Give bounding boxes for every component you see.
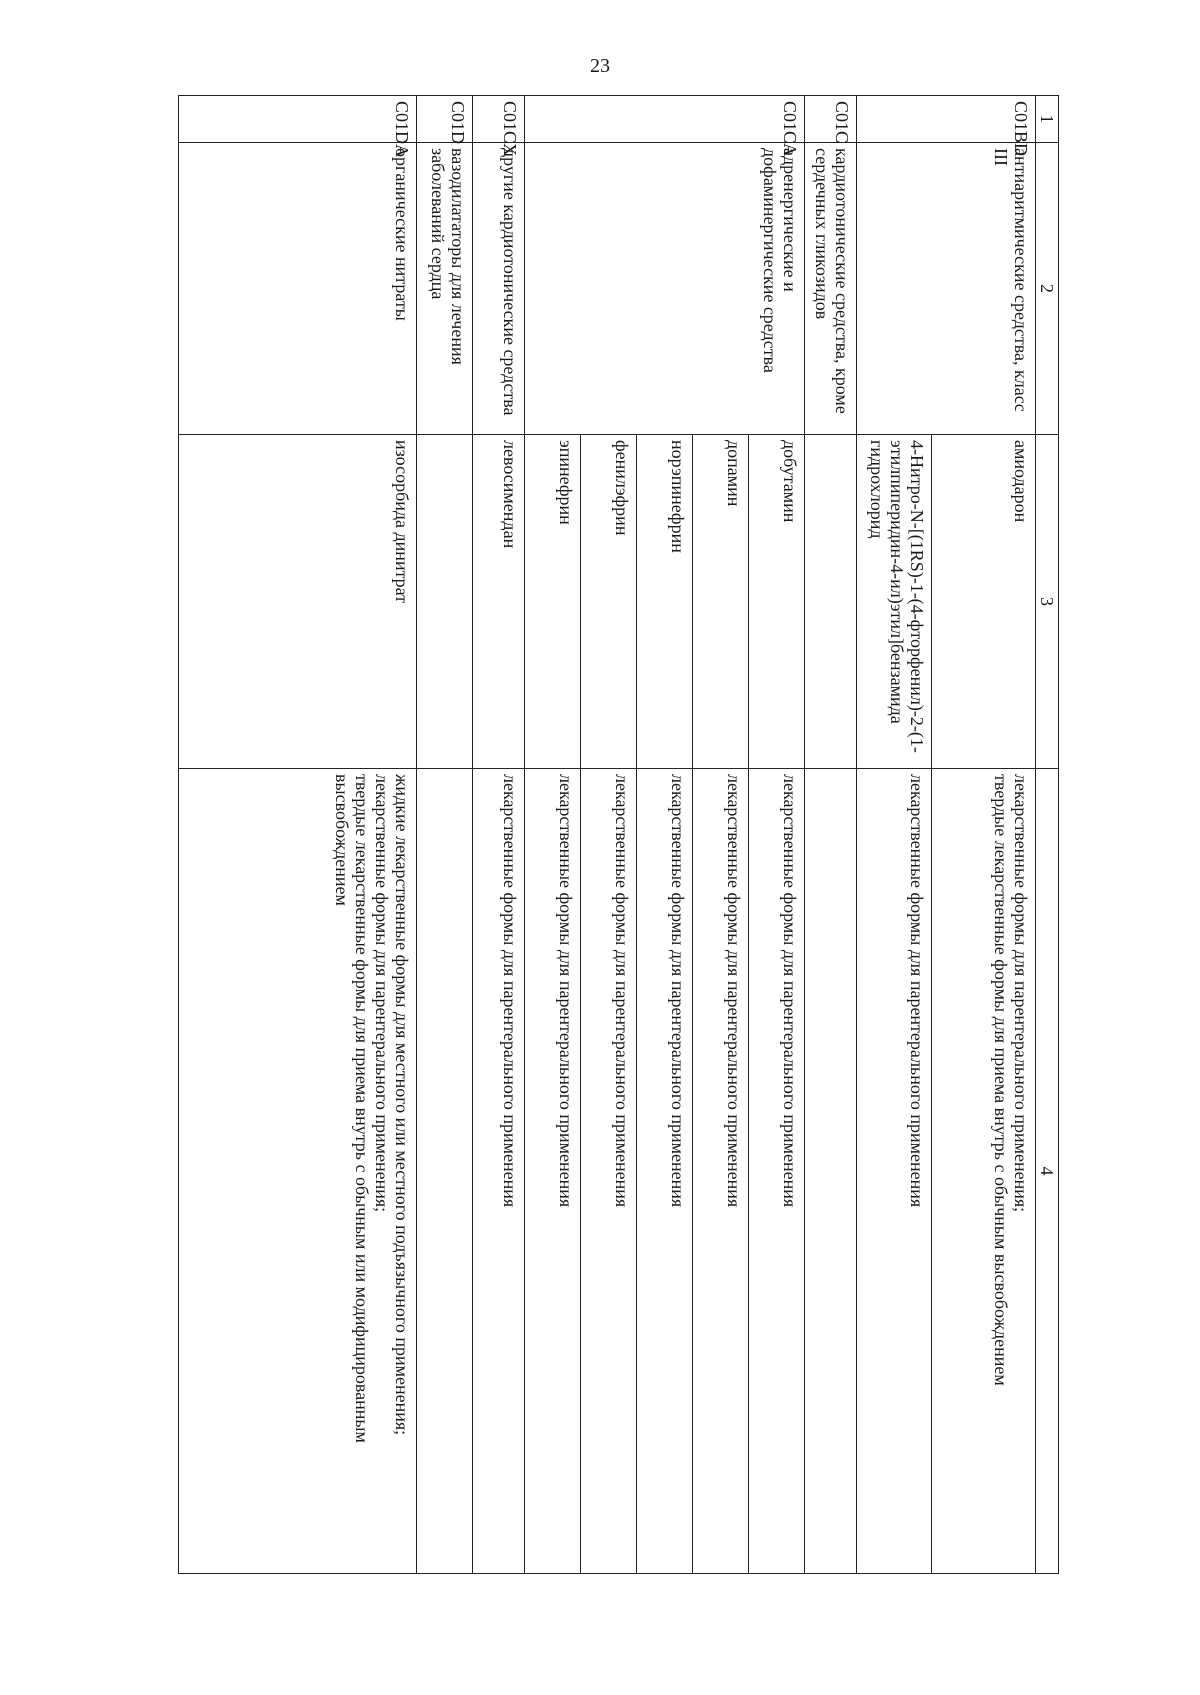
table-row (749, 96, 805, 1574)
substance-name: амиодарон (932, 435, 1036, 769)
dosage-form-line: жидкие лекарственные формы для местного или местного подъязычного применения; (392, 774, 412, 1436)
dosage-form-line: лекарственные формы для парентерального применения; (372, 774, 392, 1213)
atc-code: C01CA (525, 96, 805, 143)
dosage-forms (805, 769, 857, 1574)
header-col-3: 3 (1036, 435, 1059, 769)
dosage-forms: лекарственные формы для парентерального применения (581, 769, 637, 1574)
drug-classification-table (178, 95, 1059, 1574)
group-name: кардиотонические средства, кроме сердечных гликозидов (805, 143, 857, 435)
dosage-forms: лекарственные формы для парентерального применения (637, 769, 693, 1574)
page-number: 23 (590, 55, 610, 77)
atc-code: C01D (417, 96, 473, 143)
header-col-2: 2 (1036, 143, 1059, 435)
atc-code: C01DA (179, 96, 417, 143)
header-row (1036, 96, 1059, 1574)
header-col-4: 4 (1036, 769, 1059, 1574)
dosage-forms (932, 769, 1036, 1574)
dosage-forms: лекарственные формы для парентерального применения (473, 769, 525, 1574)
group-name: другие кардиотонические средства (473, 143, 525, 435)
substance-name: изосорбида динитрат (179, 435, 417, 769)
table-row (805, 96, 857, 1574)
atc-code: C01C (805, 96, 857, 143)
dosage-forms (179, 769, 417, 1574)
table-row (417, 96, 473, 1574)
atc-code: C01BD (857, 96, 1036, 143)
atc-code: C01CX (473, 96, 525, 143)
group-name: вазодилататоры для лечения заболеваний сердца (417, 143, 473, 435)
group-name: антиаритмические средства, класс III (857, 143, 1036, 435)
substance-name: фенилэфрин (581, 435, 637, 769)
dosage-form-line: твердые лекарственные формы для приема внутрь с обычным или модифицированным высвобождением (332, 774, 372, 1443)
substance-name (805, 435, 857, 769)
header-col-1: 1 (1036, 96, 1059, 143)
substance-name: добутамин (749, 435, 805, 769)
substance-name: допамин (693, 435, 749, 769)
table-row (932, 96, 1036, 1574)
substance-name: левосимендан (473, 435, 525, 769)
group-name: адренергические и дофаминергические средства (525, 143, 805, 435)
dosage-forms: лекарственные формы для парентерального применения (857, 769, 932, 1574)
substance-name: эпинефрин (525, 435, 581, 769)
dosage-forms (417, 769, 473, 1574)
rotated-table-container (178, 95, 1059, 1573)
table-row (179, 96, 417, 1574)
table-row (473, 96, 525, 1574)
substance-name: 4-Нитро-N-[(1RS)-1-(4-фторфенил)-2-(1-этилпиперидин-4-ил)этил]бензамида гидрохлорид (857, 435, 932, 769)
dosage-forms: лекарственные формы для парентерального применения (749, 769, 805, 1574)
dosage-form-line: твердые лекарственные формы для приема внутрь с обычным высвобождением (991, 774, 1011, 1386)
dosage-forms: лекарственные формы для парентерального применения (693, 769, 749, 1574)
dosage-form-line: лекарственные формы для парентерального применения; (1011, 774, 1031, 1213)
substance-name: норэпинефрин (637, 435, 693, 769)
dosage-forms: лекарственные формы для парентерального применения (525, 769, 581, 1574)
substance-name (417, 435, 473, 769)
group-name: органические нитраты (179, 143, 417, 435)
